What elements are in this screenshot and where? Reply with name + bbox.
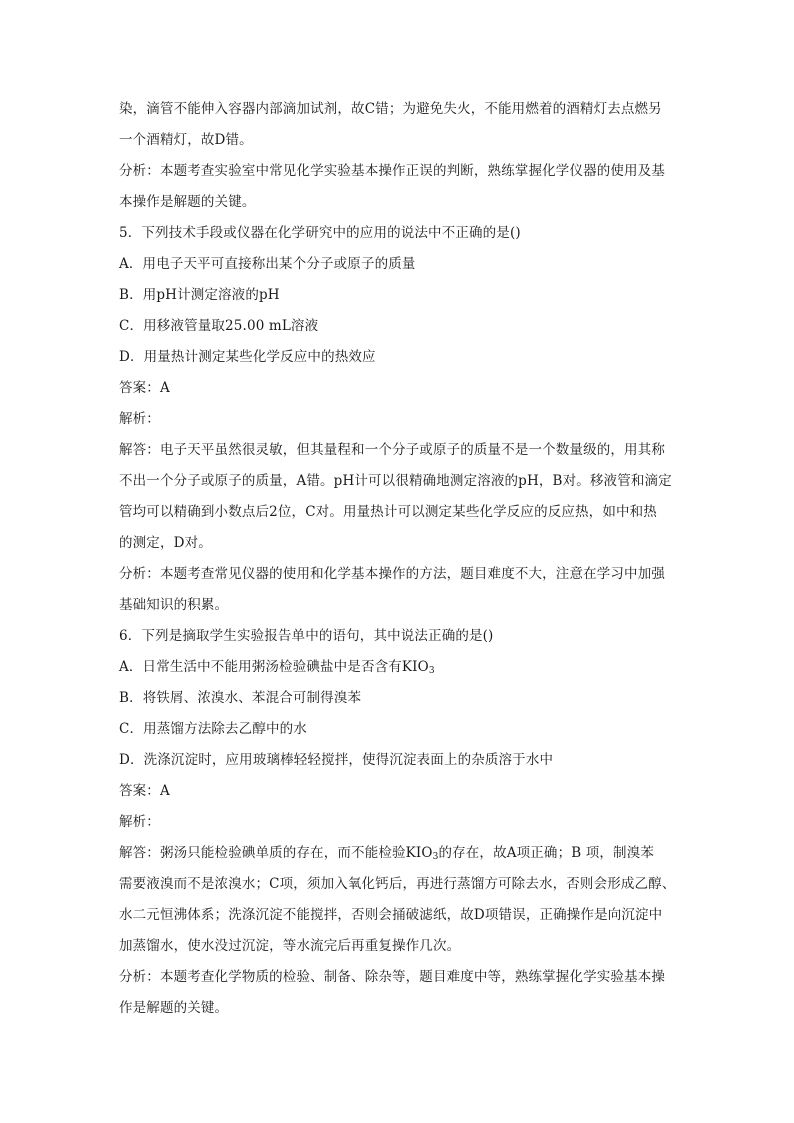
text-line: 本操作是解题的关键。 (119, 194, 256, 210)
question-5-option-c: C．用移液管量取25.00 mL溶液 (119, 318, 319, 334)
question-6-option-a (119, 652, 679, 683)
text-line: 染，滴管不能伸入容器内部滴加试剂，故C错；为避免失火，不能用燃着的酒精灯去点燃另 (119, 101, 662, 117)
question-6-stem: 6．下列是摘取学生实验报告单中的语句，其中说法正确的是() (119, 628, 494, 644)
text-line: 的测定，D对。 (119, 535, 212, 551)
text-line: 管均可以精确到小数点后2位，C对。用量热计可以测定某些化学反应的反应热，如中和热 (119, 504, 657, 520)
text-line: 分析：本题考查常见仪器的使用和化学基本操作的方法，题目难度不大，注意在学习中加强 (119, 566, 665, 582)
text-line: 需要液溴而不是浓溴水；C项，须加入氧化钙后，再进行蒸馏方可除去水，否则会形成乙醇、 (119, 876, 676, 892)
text-line: 水二元恒沸体系；洗涤沉淀不能搅拌，否则会捅破滤纸，故D项错误，正确操作是向沉淀中 (119, 907, 663, 923)
question-5-answer: 答案：A (119, 380, 170, 396)
text-line: 分析：本题考查实验室中常见化学实验基本操作正误的判断，熟练掌握化学仪器的使用及基 (119, 163, 665, 179)
question-5-explanation-label: 解析： (119, 411, 160, 427)
question-5-option-d: D．用量热计测定某些化学反应中的热效应 (119, 349, 376, 365)
text-run: 解答：粥汤只能检验碘单质的存在，而不能检验KIO (119, 845, 433, 861)
subscript: 3 (432, 852, 439, 862)
question-6-answer: 答案：A (119, 783, 170, 799)
subscript: 3 (428, 666, 435, 676)
text-line: 作是解题的关键。 (119, 1000, 229, 1016)
question-5-stem: 5．下列技术手段或仪器在化学研究中的应用的说法中不正确的是() (119, 225, 521, 241)
question-5-option-b: B．用pH计测定溶液的pH (119, 287, 280, 303)
text-line: 加蒸馏水，使水没过沉淀，等水流完后再重复操作几次。 (119, 938, 461, 954)
text-line (119, 838, 679, 869)
text-line: 一个酒精灯，故D错。 (119, 132, 253, 148)
text-line: 解答：电子天平虽然很灵敏，但其量程和一个分子或原子的质量不是一个数量级的，用其称 (119, 442, 665, 458)
question-6-option-c: C．用蒸馏方法除去乙醇中的水 (119, 721, 307, 737)
document-page (119, 94, 679, 1024)
question-5-option-a: A．用电子天平可直接称出某个分子或原子的质量 (119, 256, 416, 272)
question-6-option-d: D．洗涤沉淀时，应用玻璃棒轻轻搅拌，使得沉淀表面上的杂质溶于水中 (119, 752, 554, 768)
text-run: A．日常生活中不能用粥汤检验碘盐中是否含有KIO (119, 659, 429, 675)
text-run: 的存在，故A项正确；B 项，制溴苯 (438, 845, 654, 861)
question-6-explanation-label: 解析： (119, 814, 160, 830)
question-6-option-b: B．将铁屑、浓溴水、苯混合可制得溴苯 (119, 690, 362, 706)
text-line: 分析：本题考查化学物质的检验、制备、除杂等，题目难度中等，熟练掌握化学实验基本操 (119, 969, 665, 985)
text-line: 不出一个分子或原子的质量，A错。pH计可以很精确地测定溶液的pH，B对。移液管和滴定 (119, 473, 672, 489)
text-line: 基础知识的积累。 (119, 597, 229, 613)
